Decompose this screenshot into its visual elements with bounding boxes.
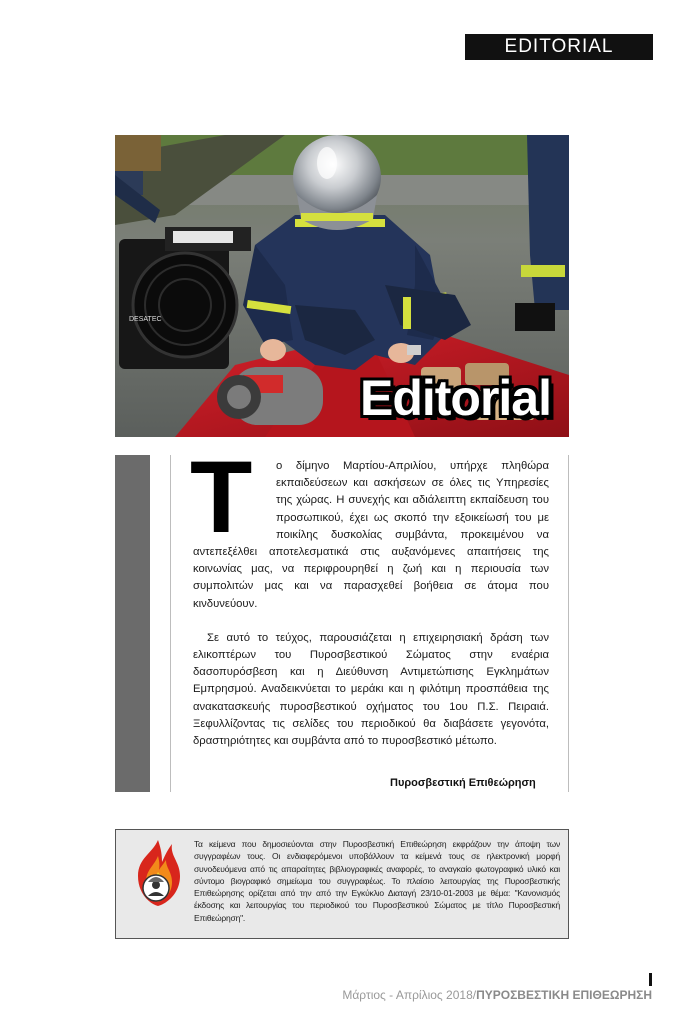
page-number-mark — [649, 973, 652, 986]
editorial-article — [190, 440, 549, 750]
side-accent-bar — [115, 455, 150, 792]
article-paragraph-2: Σε αυτό το τεύχος, παρουσιάζεται η επιχειρησιακή δράση των ελικοπτέρων του Πυροσβεστικού Σώματος στην εναέρια δασοπυρόσβεση και η Διεύθυνση Αντιμετώπισης Εγκλημάτων Εμπρησμού. Αναδεικνύεται το μεράκι και η φιλότιμη προσπάθεια της ανακατασκευής πυροσβεστικού οχήματος του 1ου Π.Σ. Πειραιά. Ξεφυλλίζοντας τις σελίδες του περιοδικού θα διαβάσετε γεγονότα, δραστηριότητες και συμβάντα από το πυροσβεστικό μέτωπο. — [193, 631, 549, 748]
article-signature: Πυροσβεστική Επιθεώρηση — [390, 777, 536, 789]
hero-overlay-title: Editorial — [359, 370, 551, 426]
drop-cap-letter: T — [190, 440, 253, 554]
column-rule-right — [568, 455, 569, 792]
column-rule-left — [170, 455, 171, 792]
footer-magazine-name: ΠΥΡΟΣΒΕΣΤΙΚΗ ΕΠΙΘΕΩΡΗΣΗ — [476, 988, 652, 1002]
drop-cap — [190, 440, 268, 554]
notice-text: Τα κείμενα που δημοσιεύονται στην Πυροσβεστική Επιθεώρηση εκφράζουν την άποψη των συγγραφέων τους. Οι ενδιαφερόμενοι υποβάλλουν τα κείμενά τους σε ηλεκτρονική μορφή συνοδευόμενα από τις απαραίτητες βιβλιογραφικές αναφορές, το αναγκαίο φωτογραφικό υλικό και σύντομο βιογραφικό σημείωμα του συγγραφέως. Το πλαίσιο λειτουργίας της Πυροσβεστικής Επιθεώρησης ορίζεται από την από την Εγκύκλιο Διαταγή 23/10-01-2003 με θέμα: "Κανονισμός έκδοσης και λειτουργίας του περιοδικού του Πυροσβεστικού Σώματος με τίτλο Πυροσβεστική Επιθεώρηση". — [194, 839, 560, 923]
page-footer — [342, 988, 652, 1002]
article-paragraph-1: ο δίμηνο Μαρτίου-Απριλίου, υπήρχε πληθώρα εκπαιδεύσεων και ασκήσεων σε όλες τις Υπηρεσίες της χώρας. Η συνεχής και αδιάλειπτη εκπαίδευση του προσωπικού, έχει ως σκοπό την εξοικείωσή του με ποικίλης δυσκολίας συμβάντα, προκειμένου να αντεπεξέλθει αποτελεσματικά στις αυξανόμενες απαιτήσεις της κοινωνίας μας, να περιφρουρηθεί η ζωή και η περιουσία των συμπολιτών μας και να παρασχεθεί βοήθεια σε άτομα που κινδυνεύουν. — [193, 460, 549, 610]
fire-service-emblem-icon — [126, 838, 190, 908]
equipment-brand-label: DESATEC — [129, 316, 162, 323]
section-label: EDITORIAL — [465, 34, 653, 60]
submission-notice-box — [115, 829, 569, 939]
hero-photo — [115, 135, 569, 437]
footer-issue: Μάρτιος - Απρίλιος 2018/ — [342, 988, 477, 1002]
